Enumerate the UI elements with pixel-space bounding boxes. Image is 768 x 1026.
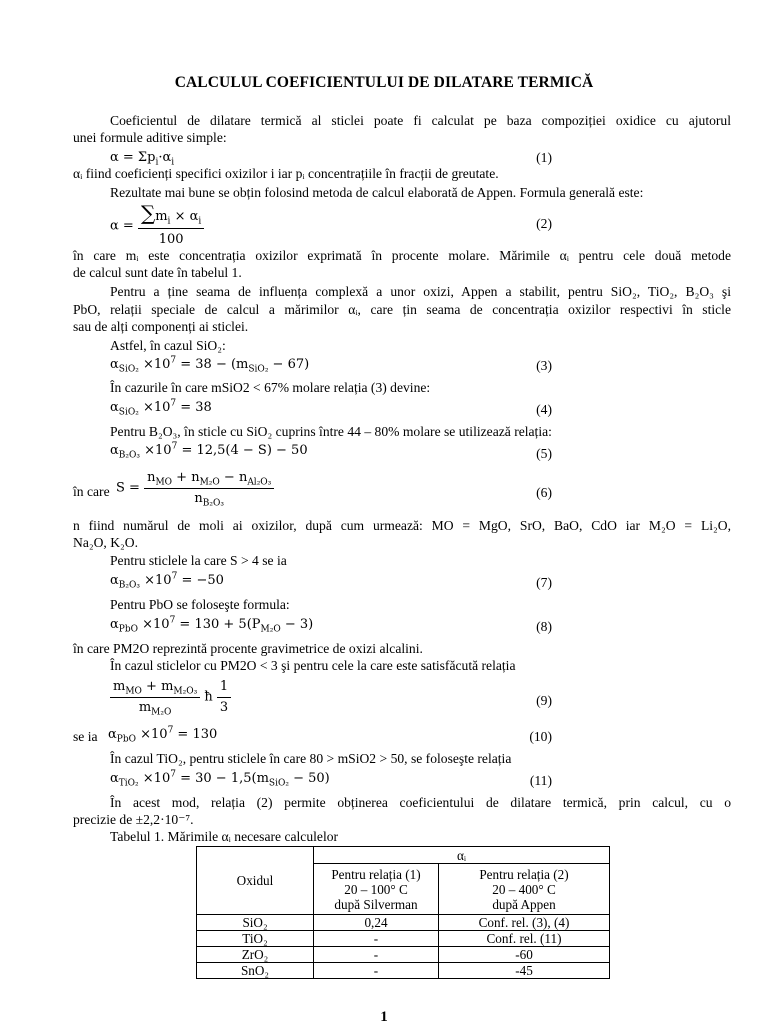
paragraph-complex-line1: Pentru a ține seama de influența complexă a unor oxizi, Appen a stabilit, pentru SiO₂, TiO₂, B₂O₃ şi [110, 284, 731, 299]
paragraph-b2o3: Pentru B₂O₃, în sticle cu SiO₂ cuprins între 44 – 80% molare se utilizează relația: [110, 424, 552, 439]
cell-oxide: SiO₂ [197, 915, 314, 931]
equation-number-7: (7) [536, 575, 552, 590]
paragraph-appen: Rezultate mai bune se obțin folosind metoda de calcul elaborată de Appen. Formula generală este: [110, 185, 644, 200]
equation-8: $\alpha_{PbO} \times 10^7 = 130 + 5(P_{M_2O} - 3)$ [110, 615, 314, 635]
header-relation-1-line2: 20 – 100° C [344, 881, 408, 897]
equation-10: $\alpha_{PbO} \times 10^7 = 130$ [108, 725, 218, 745]
cell-value-2: Conf. rel. (3), (4) [439, 915, 610, 931]
equation-number-9: (9) [536, 693, 552, 708]
equation-1: $\alpha = \Sigma p_i\cdot\alpha_i$ [110, 150, 175, 168]
paragraph-complex-line3: sau de alți componenți ai sticlei. [73, 319, 249, 334]
equation-6: S = $\frac{n_{MO} + n_{M_2O} - n_{Al_2O_3}}{n_{B_2O_3}}$ [116, 469, 274, 508]
cell-value-2: -60 [439, 947, 610, 963]
equation-number-5: (5) [536, 446, 552, 461]
header-relation-1-line3: după Silverman [334, 896, 418, 912]
equation-number-8: (8) [536, 619, 552, 634]
header-relation-2 [439, 864, 610, 915]
header-oxide: Oxidul [197, 847, 314, 915]
equation-number-1: (1) [536, 150, 552, 165]
paragraph-pm2o-lt-3: În cazul sticlelor cu PM2O < 3 şi pentru cele la care este satisfăcută relația [110, 658, 516, 673]
alpha-table [196, 846, 610, 979]
cell-oxide: TiO₂ [197, 931, 314, 947]
table-row [197, 963, 610, 979]
equation-9: $\frac{m_{MO} + m_{M_2O_3}}{m_{M_2O}}$ ħ $\frac{1}{3}$ [110, 678, 231, 717]
cell-value-2: Conf. rel. (11) [439, 931, 610, 947]
paragraph-conclusion-line1: În acest mod, relația (2) permite obținerea coeficientului de dilatare termică, prin calcul, cu o [110, 795, 731, 810]
paragraph-complex-line2: PbO, relații speciale de calcul a mărimilor αᵢ, care țin seama de concentrația oxizilor respectivi în sticle [73, 302, 731, 317]
equation-11: $\alpha_{TiO_2} \times 10^7 = 30 - 1,5(m_{SiO_2} - 50)$ [110, 769, 330, 789]
page-number: 1 [380, 1009, 388, 1025]
paragraph-pm2o: în care PM2O reprezintă procente gravimetrice de oxizi alcalini. [73, 641, 423, 656]
header-alpha: αᵢ [314, 847, 610, 864]
equation-number-10: (10) [529, 729, 552, 744]
equation-number-2: (2) [536, 216, 552, 231]
table-caption: Tabelul 1. Mărimile αᵢ necesare calculelor [110, 829, 339, 844]
equation-2: α = $\frac{\sum m_i \times \alpha_i}{100}$ [110, 203, 204, 250]
paragraph-mi-line2: de calcul sunt date în tabelul 1. [73, 265, 242, 280]
cell-oxide: SnO₂ [197, 963, 314, 979]
equation-number-11: (11) [529, 773, 552, 788]
header-relation-2-line1: Pentru relația (2) [479, 866, 569, 882]
cell-value-1: - [314, 947, 439, 963]
cell-value-1: - [314, 931, 439, 947]
paragraph-s-gt-4: Pentru sticlele la care S > 4 se ia [110, 553, 287, 568]
paragraph-tio2: În cazul TiO₂, pentru sticlele în care 80 > mSiO2 > 50, se foloseşte relația [110, 751, 512, 766]
paragraph-intro-line1: Coeficientul de dilatare termică al sticlei poate fi calculat pe baza compoziției oxidice cu ajutorul [110, 113, 731, 128]
paragraph-sio2-below67: În cazurile în care mSiO2 < 67% molare relația (3) devine: [110, 380, 431, 395]
equation-number-3: (3) [536, 358, 552, 373]
table-row [197, 947, 610, 963]
table-row [197, 915, 610, 931]
paragraph-moles-line1: n fiind numărul de moli ai oxizilor, după cum urmează: MO = MgO, SrO, BaO, CdO iar M₂O = Li₂O, [73, 518, 731, 533]
cell-value-1: 0,24 [314, 915, 439, 931]
paragraph-pbo: Pentru PbO se foloseşte formula: [110, 597, 290, 612]
page-title: CALCULUL COEFICIENTULUI DE DILATARE TERMICĂ [174, 74, 594, 91]
cell-value-1: - [314, 963, 439, 979]
header-relation-2-line2: 20 – 400° C [492, 881, 556, 897]
paragraph-conclusion-line2: precizie de ±2,2·10⁻⁷. [73, 812, 194, 827]
paragraph-coef-def: αᵢ fiind coeficienți specifici oxizilor i iar pᵢ concentrațiile în fracții de greutate. [73, 166, 499, 181]
label-se-ia: se ia [73, 729, 98, 744]
cell-oxide: ZrO₂ [197, 947, 314, 963]
equation-3: $\alpha_{SiO_2} \times 10^7 = 38 - (m_{SiO_2} - 67)$ [110, 355, 310, 375]
equation-5: $\alpha_{B_2O_3} \times 10^7 = 12,5(4 - S) - 50$ [110, 441, 308, 461]
header-relation-2-line3: după Appen [492, 896, 556, 912]
equation-7: $\alpha_{B_2O_3} \times 10^7 = -50$ [110, 571, 224, 591]
paragraph-moles-line2: Na₂O, K₂O. [73, 535, 138, 550]
paragraph-intro-line2: unei formule aditive simple: [73, 130, 227, 145]
header-relation-1 [314, 864, 439, 915]
table-header-row [197, 847, 610, 864]
label-in-care: în care [73, 484, 110, 499]
paragraph-mi-line1: în care mᵢ este concentrația oxizilor exprimată în procente molare. Mărimile αᵢ pentru cele două metode [73, 248, 731, 263]
table-row [197, 931, 610, 947]
equation-number-4: (4) [536, 402, 552, 417]
equation-4: $\alpha_{SiO_2} \times 10^7 = 38$ [110, 398, 212, 418]
cell-value-2: -45 [439, 963, 610, 979]
equation-number-6: (6) [536, 485, 552, 500]
paragraph-sio2-case: Astfel, în cazul SiO₂: [110, 338, 226, 353]
header-relation-1-line1: Pentru relația (1) [331, 866, 421, 882]
